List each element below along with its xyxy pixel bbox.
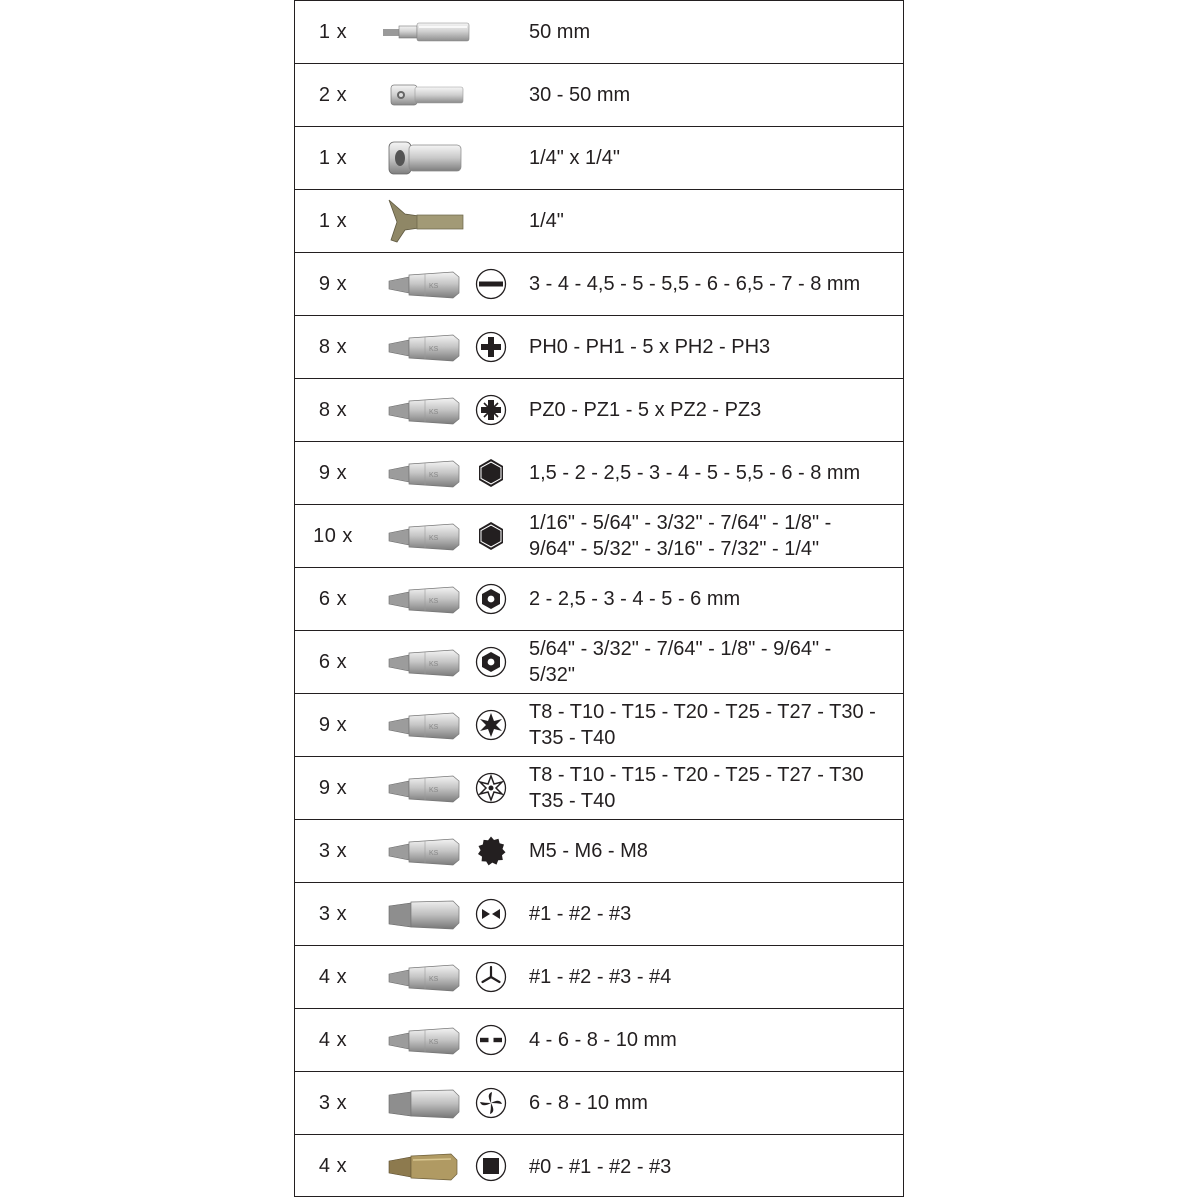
table-row: [295, 820, 903, 883]
bit-image: [379, 826, 475, 876]
size-line: T8 - T10 - T15 - T20 - T25 - T27 - T30 -: [529, 701, 876, 723]
table-row: [295, 883, 903, 946]
size-line: 3 - 4 - 4,5 - 5 - 5,5 - 6 - 6,5 - 7 - 8 mm: [529, 273, 861, 295]
size-line: PZ0 - PZ1 - 5 x PZ2 - PZ3: [529, 399, 762, 421]
quadrex-icon: [475, 1087, 507, 1119]
table-row: [295, 946, 903, 1009]
quantity-label: 1 x: [318, 209, 348, 232]
size-line: 1/4" x 1/4": [529, 147, 620, 169]
table-row: [295, 316, 903, 379]
svg-text:KS: KS: [429, 409, 439, 416]
size-description: [529, 1, 897, 63]
spanner-icon: [475, 1024, 507, 1056]
quantity-label: 9 x: [318, 713, 348, 736]
hex-icon: [475, 520, 507, 552]
size-line: 1,5 - 2 - 2,5 - 3 - 4 - 5 - 5,5 - 6 - 8 mm: [529, 462, 861, 484]
size-line: 50 mm: [529, 21, 591, 43]
size-description: [529, 1072, 897, 1134]
bit-holder-image: [379, 7, 475, 57]
table-row: [295, 253, 903, 316]
spinner-bit-image: [379, 196, 475, 246]
size-description: [529, 316, 897, 378]
table-row: [295, 379, 903, 442]
bit-image: [379, 448, 475, 498]
size-description: [529, 190, 897, 252]
table-row: [295, 1135, 903, 1198]
size-line: 4 - 6 - 8 - 10 mm: [529, 1029, 677, 1051]
size-line: 5/64" - 3/32" - 7/64" - 1/8" - 9/64" -: [529, 638, 832, 660]
quantity-label: 10 x: [313, 524, 353, 547]
svg-text:KS: KS: [429, 283, 439, 290]
bit-wide-image: [379, 889, 475, 939]
quantity-label: 9 x: [318, 272, 348, 295]
table-row: [295, 568, 903, 631]
quantity-label: 8 x: [318, 398, 348, 421]
bit-set-contents-table: [294, 0, 904, 1197]
bit-image: [379, 574, 475, 624]
hex-icon: [475, 457, 507, 489]
size-description: [529, 253, 897, 315]
socket-adapter-image: [379, 133, 475, 183]
size-line: M5 - M6 - M8: [529, 840, 648, 862]
size-description: [529, 379, 897, 441]
size-description: [529, 694, 897, 756]
quantity-label: 9 x: [318, 776, 348, 799]
table-row: [295, 442, 903, 505]
table-row: [295, 1072, 903, 1135]
size-line: 1/4": [529, 210, 564, 232]
quantity-label: 1 x: [318, 20, 348, 43]
size-description: [529, 568, 897, 630]
bit-image: [379, 259, 475, 309]
size-line: T35 - T40: [529, 790, 616, 812]
svg-text:KS: KS: [429, 661, 439, 668]
bit-image: [379, 322, 475, 372]
table-row: [295, 127, 903, 190]
hex-tamper-icon: [475, 583, 507, 615]
torq-set-icon: [475, 898, 507, 930]
bit-image: [379, 511, 475, 561]
quantity-label: 6 x: [318, 650, 348, 673]
bit-image: [379, 763, 475, 813]
size-description: [529, 1009, 897, 1071]
svg-text:KS: KS: [429, 724, 439, 731]
svg-text:KS: KS: [429, 472, 439, 479]
slotted-icon: [475, 268, 507, 300]
bit-image: [379, 637, 475, 687]
pozidriv-icon: [475, 394, 507, 426]
size-line: 2 - 2,5 - 3 - 4 - 5 - 6 mm: [529, 588, 741, 610]
quantity-label: 2 x: [318, 83, 348, 106]
quantity-label: 9 x: [318, 461, 348, 484]
size-description: [529, 631, 897, 693]
bit-image: [379, 385, 475, 435]
size-description: [529, 820, 897, 882]
size-line: 5/32": [529, 664, 576, 686]
size-description: [529, 64, 897, 126]
svg-text:KS: KS: [429, 598, 439, 605]
table-row: [295, 631, 903, 694]
bit-bronze-image: [379, 1141, 475, 1191]
quantity-label: 6 x: [318, 587, 348, 610]
svg-text:KS: KS: [429, 535, 439, 542]
size-description: [529, 946, 897, 1008]
quantity-label: 8 x: [318, 335, 348, 358]
table-row: [295, 757, 903, 820]
size-description: [529, 757, 897, 819]
bit-wide-image: [379, 1078, 475, 1128]
size-description: [529, 442, 897, 504]
square-icon: [475, 1150, 507, 1182]
quantity-label: 3 x: [318, 1091, 348, 1114]
size-line: #1 - #2 - #3: [529, 903, 632, 925]
size-line: 6 - 8 - 10 mm: [529, 1092, 648, 1114]
table-row: [295, 64, 903, 127]
size-description: [529, 505, 897, 567]
size-line: PH0 - PH1 - 5 x PH2 - PH3: [529, 336, 771, 358]
size-line: T35 - T40: [529, 727, 616, 749]
quantity-label: 4 x: [318, 1028, 348, 1051]
svg-text:KS: KS: [429, 787, 439, 794]
table-row: [295, 1009, 903, 1072]
size-line: 30 - 50 mm: [529, 84, 631, 106]
size-description: [529, 127, 897, 189]
table-row: [295, 190, 903, 253]
size-line: 9/64" - 5/32" - 3/16" - 7/32" - 1/4": [529, 538, 820, 560]
size-line: #1 - #2 - #3 - #4: [529, 966, 672, 988]
svg-text:KS: KS: [429, 850, 439, 857]
torx-tamper-icon: [475, 772, 507, 804]
bit-image: [379, 952, 475, 1002]
xzn-icon: [475, 835, 507, 867]
torx-icon: [475, 709, 507, 741]
quantity-label: 3 x: [318, 902, 348, 925]
bit-image: [379, 700, 475, 750]
bit-image: [379, 1015, 475, 1065]
svg-text:KS: KS: [429, 976, 439, 983]
tri-wing-icon: [475, 961, 507, 993]
size-line: #0 - #1 - #2 - #3: [529, 1155, 672, 1178]
quantity-label: 4 x: [318, 965, 348, 988]
quantity-label: 1 x: [318, 146, 348, 169]
table-row: [295, 505, 903, 568]
size-line: 1/16" - 5/64" - 3/32" - 7/64" - 1/8" -: [529, 512, 832, 534]
table-row: [295, 694, 903, 757]
extension-image: [379, 70, 475, 120]
size-description: [529, 1135, 897, 1198]
table-row: [295, 1, 903, 64]
phillips-icon: [475, 331, 507, 363]
quantity-label: 4 x: [318, 1155, 348, 1177]
svg-text:KS: KS: [429, 346, 439, 353]
hex-tamper-icon: [475, 646, 507, 678]
svg-text:KS: KS: [429, 1039, 439, 1046]
size-line: T8 - T10 - T15 - T20 - T25 - T27 - T30: [529, 764, 864, 786]
quantity-label: 3 x: [318, 839, 348, 862]
size-description: [529, 883, 897, 945]
